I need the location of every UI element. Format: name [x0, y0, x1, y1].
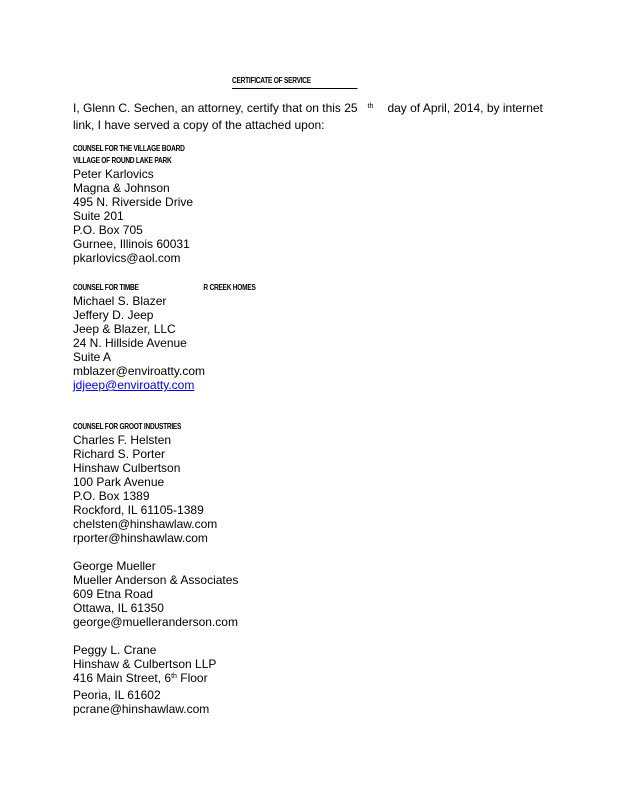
- address-line: 495 N. Riverside Drive: [73, 195, 194, 209]
- address-line: Suite A: [73, 350, 112, 364]
- address-line: Peoria, IL 61602: [73, 688, 161, 702]
- address-line: Charles F. Helsten: [73, 433, 172, 447]
- address-line: Peggy L. Crane: [73, 643, 157, 657]
- crane-block: [73, 643, 216, 716]
- statement-text-end: day of April, 2014, by internet: [387, 101, 543, 115]
- address-line: P.O. Box 1389: [73, 489, 150, 503]
- groot-heading: COUNSEL FOR GROOT INDUSTRIES: [73, 422, 182, 431]
- village-heading-1: COUNSEL FOR THE VILLAGE BOARD: [73, 144, 185, 153]
- address-line: Peter Karlovics: [73, 167, 154, 181]
- address-line: Jeep & Blazer, LLC: [73, 322, 176, 336]
- timber-heading-left: COUNSEL FOR TIMBE: [73, 283, 139, 292]
- address-line: Magna & Johnson: [73, 181, 170, 195]
- village-counsel-block: [73, 143, 209, 265]
- timber-heading-right: R CREEK HOMES: [203, 283, 256, 292]
- email-address: pcrane@hinshawlaw.com: [73, 702, 210, 716]
- address-line: Mueller Anderson & Associates: [73, 573, 239, 587]
- certification-statement: [73, 101, 553, 132]
- mueller-block: [73, 559, 238, 629]
- address-line: Hinshaw & Culbertson LLP: [73, 657, 217, 671]
- email-link[interactable]: jdjeep@enviroatty.com: [73, 378, 195, 392]
- address-line: Rockford, IL 61105-1389: [73, 503, 204, 517]
- floor-ordinal: th: [171, 673, 177, 680]
- timber-heading: [73, 282, 256, 294]
- groot-counsel-block: [73, 421, 217, 545]
- street-text: 416 Main Street, 6: [73, 671, 172, 685]
- address-line: Jeffery D. Jeep: [73, 308, 154, 322]
- address-line: Hinshaw Culbertson: [73, 461, 181, 475]
- email-address: george@muelleranderson.com: [73, 615, 238, 629]
- email-address: pkarlovics@aol.com: [73, 251, 181, 265]
- address-line: George Mueller: [73, 559, 156, 573]
- email-address: mblazer@enviroatty.com: [73, 364, 205, 378]
- street-floor: Floor: [176, 671, 208, 685]
- statement-text-start: I, Glenn C. Sechen, an attorney, certify that on this 25: [73, 101, 358, 115]
- village-heading-2: VILLAGE OF ROUND LAKE PARK: [73, 156, 172, 165]
- address-line: Richard S. Porter: [73, 447, 166, 461]
- statement-text-line2: link, I have served a copy of the attached upon:: [73, 118, 325, 132]
- date-ordinal: th: [367, 103, 374, 110]
- address-line: 24 N. Hillside Avenue: [73, 336, 187, 350]
- address-line: [73, 671, 216, 688]
- email-address: chelsten@hinshawlaw.com: [73, 517, 218, 531]
- address-line: 609 Etna Road: [73, 587, 154, 601]
- timber-counsel-block: [73, 282, 296, 392]
- address-line: Ottawa, IL 61350: [73, 601, 164, 615]
- address-line: Gurnee, Illinois 60031: [73, 237, 190, 251]
- address-line: P.O. Box 705: [73, 223, 143, 237]
- address-line: Michael S. Blazer: [73, 294, 167, 308]
- email-address: rporter@hinshawlaw.com: [73, 531, 208, 545]
- address-line: Suite 201: [73, 209, 124, 223]
- address-line: 100 Park Avenue: [73, 475, 165, 489]
- page-title: CERTIFICATE OF SERVICE: [232, 76, 357, 89]
